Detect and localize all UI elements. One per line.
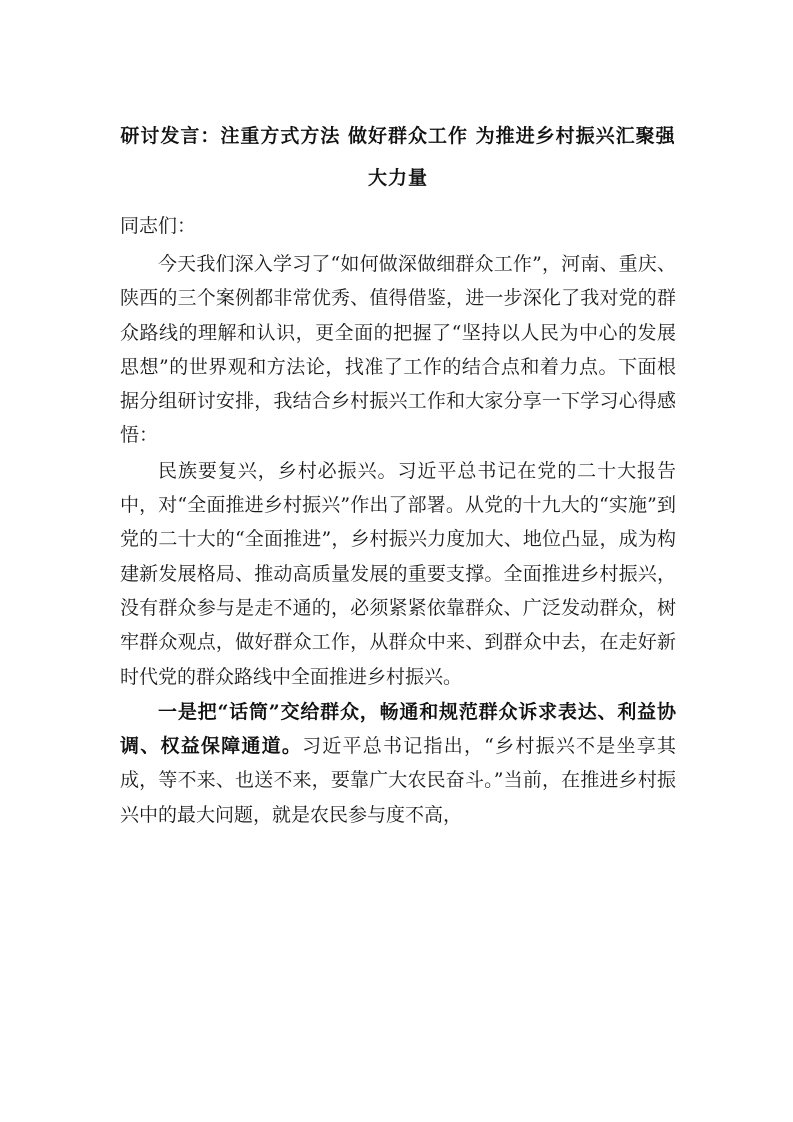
document-page [120,115,676,832]
paragraph-intro [120,247,676,453]
paragraph-point-one-text: 习近平总书记指出，“乡村振兴不是坐享其成，等不来、也送不来，要靠广大农民奋斗。”当前，在推进乡村振兴中的最大问题，就是农民参与度不高， [120,735,676,826]
salutation: 同志们： [120,215,197,237]
paragraph-rural-revitalization-text: 民族要复兴，乡村必振兴。习近平总书记在党的二十大报告中，对“全面推进乡村振兴”作出了部署。从党的十九大的“实施”到党的二十大的“全面推进”，乡村振兴力度加大、地位凸显，成为构建新发展格局、推动高质量发展的重要支撑。全面推进乡村振兴，没有群众参与是走不通的，必须紧紧依靠群众、广泛发动群众，树牢群众观点，做好群众工作，从群众中来、到群众中去，在走好新时代党的群众路线中全面推进乡村振兴。 [120,459,676,688]
paragraph-point-one [120,695,676,832]
document-title: 研讨发言：注重方式方法 做好群众工作 为推进乡村振兴汇聚强大力量 [120,125,676,189]
paragraph-rural-revitalization [120,454,676,694]
paragraph-point-one-heading: 一是把“话筒”交给群众，畅通和规范群众诉求表达、利益协调、权益保障通道。 [120,700,676,758]
paragraph-intro-text: 今天我们深入学习了“如何做深做细群众工作”，河南、重庆、陕西的三个案例都非常优秀、值得借鉴，进一步深化了我对党的群众路线的理解和认识，更全面的把握了“坚持以人民为中心的发展思想”的世界观和方法论，找准了工作的结合点和着力点。下面根据分组研讨安排，我结合乡村振兴工作和大家分享一下学习心得感悟： [120,253,676,447]
